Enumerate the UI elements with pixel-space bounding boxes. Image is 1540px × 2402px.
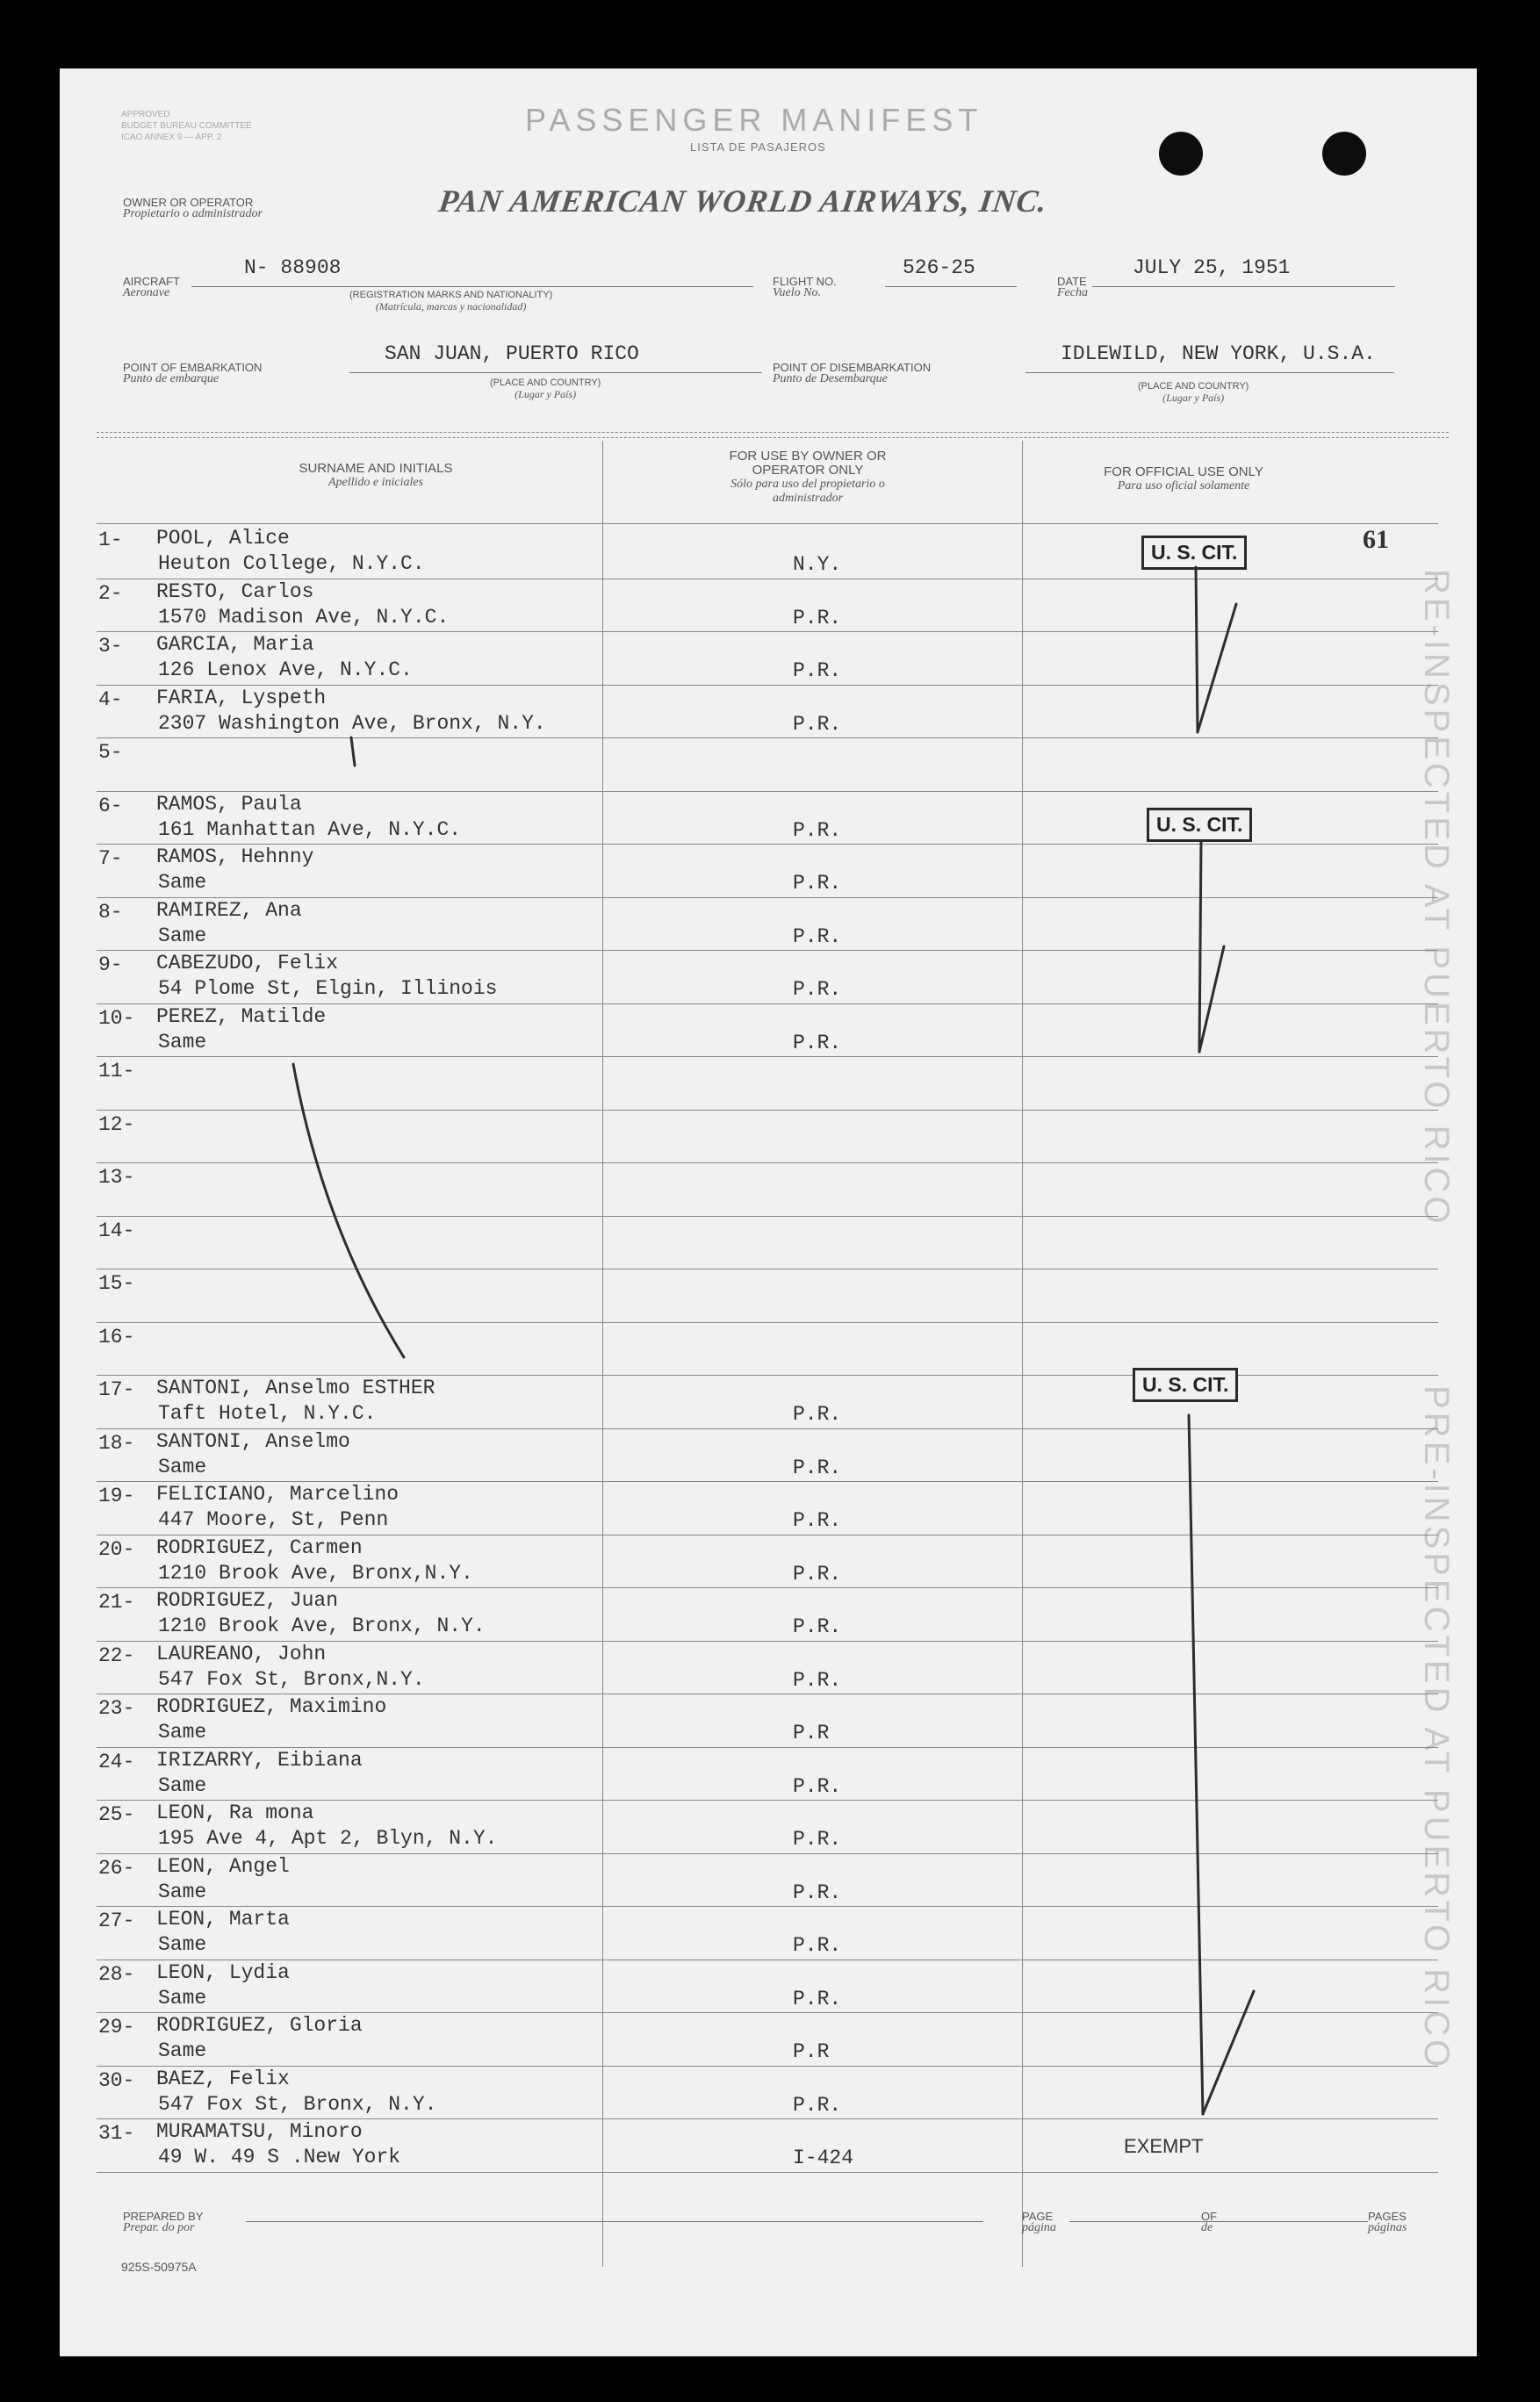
passenger-number: 15- bbox=[98, 1272, 135, 1295]
passenger-number: 6- bbox=[98, 794, 123, 817]
aircraft-value: N- 88908 bbox=[244, 256, 342, 279]
pencil-check-line bbox=[1189, 1415, 1203, 2114]
manifest-title: PASSENGER MANIFEST bbox=[525, 102, 983, 138]
aircraft-label: AIRCRAFT Aeronave bbox=[123, 275, 180, 299]
passenger-name: FARIA, Lyspeth bbox=[156, 686, 327, 709]
passenger-address: Heuton College, N.Y.C. bbox=[158, 552, 425, 575]
pencil-strike-line bbox=[293, 1064, 404, 1357]
prepared-by-label: PREPARED BY Prepar. do por bbox=[123, 2210, 204, 2234]
passenger-name: RESTO, Carlos bbox=[156, 579, 314, 603]
passenger-origin-code: P.R bbox=[793, 2040, 830, 2063]
passenger-address: 547 Fox St, Bronx,N.Y. bbox=[158, 1667, 425, 1691]
passenger-number: 8- bbox=[98, 900, 123, 924]
passenger-number: 16- bbox=[98, 1325, 135, 1348]
pencil-check-mark bbox=[1198, 604, 1236, 732]
passenger-number: 21- bbox=[98, 1591, 135, 1614]
passenger-number: 11- bbox=[98, 1060, 135, 1082]
passenger-name: LEON, Ra mona bbox=[156, 1802, 314, 1824]
passenger-origin-code: P.R. bbox=[793, 1934, 842, 1957]
passenger-number: 9- bbox=[98, 953, 123, 976]
passenger-name: LEON, Marta bbox=[156, 1908, 290, 1931]
embarkation-caption: (PLACE AND COUNTRY) (Lugar y País) bbox=[490, 378, 601, 400]
passenger-name: LEON, Angel bbox=[156, 1854, 290, 1878]
passenger-number: 26- bbox=[98, 1856, 135, 1880]
passenger-number: 18- bbox=[98, 1431, 135, 1455]
passenger-name: IRIZARRY, Eibiana bbox=[156, 1748, 363, 1772]
passenger-address: 126 Lenox Ave, N.Y.C. bbox=[158, 658, 413, 681]
us-citizen-stamp: U. S. CIT. bbox=[1141, 536, 1247, 570]
embarkation-value: SAN JUAN, PUERTO RICO bbox=[385, 342, 639, 365]
exempt-note: EXEMPT bbox=[1124, 2135, 1204, 2157]
column-head-operator: FOR USE BY OWNER OR OPERATOR ONLY Sólo para uso del propietario o administrador bbox=[729, 449, 887, 505]
of-line bbox=[1227, 2221, 1368, 2222]
passenger-address: 447 Moore, St, Penn bbox=[158, 1508, 389, 1531]
passenger-name: FELICIANO, Marcelino bbox=[156, 1483, 399, 1506]
passenger-origin-code: P.R. bbox=[793, 1828, 842, 1851]
passenger-address: 1210 Brook Ave, Bronx,N.Y. bbox=[158, 1561, 473, 1585]
passenger-number: 19- bbox=[98, 1485, 135, 1507]
passenger-number: 14- bbox=[98, 1219, 135, 1242]
page-mark: 61 bbox=[1363, 525, 1389, 554]
manifest-page bbox=[60, 68, 1477, 2356]
passenger-number: 4- bbox=[98, 687, 123, 711]
passenger-origin-code: N.Y. bbox=[793, 553, 842, 576]
passenger-number: 31- bbox=[98, 2122, 135, 2145]
passenger-name: SANTONI, Anselmo bbox=[156, 1429, 350, 1453]
passenger-number: 17- bbox=[98, 1378, 135, 1401]
passenger-number: 10- bbox=[98, 1006, 135, 1030]
passenger-name: POOL, Alice bbox=[156, 527, 290, 550]
page-line bbox=[1069, 2221, 1245, 2222]
passenger-address: Same bbox=[158, 1030, 207, 1054]
passenger-origin-code: P.R. bbox=[793, 818, 842, 842]
passenger-origin-code: P.R. bbox=[793, 1562, 842, 1586]
passenger-origin-code: P.R. bbox=[793, 2093, 842, 2117]
passenger-origin-code: P.R. bbox=[793, 606, 842, 629]
passenger-address: 49 W. 49 S .New York bbox=[158, 2146, 401, 2168]
passenger-number: 22- bbox=[98, 1643, 135, 1667]
passenger-number: 28- bbox=[98, 1962, 135, 1986]
passenger-address: Same bbox=[158, 1880, 207, 1903]
passenger-number: 13- bbox=[98, 1166, 135, 1189]
passenger-address: 2307 Washington Ave, Bronx, N.Y. bbox=[158, 711, 546, 735]
pencil-check-line bbox=[1196, 567, 1198, 732]
passenger-address: Same bbox=[158, 1455, 207, 1478]
passenger-number: 7- bbox=[98, 847, 123, 870]
passenger-name: PEREZ, Matilde bbox=[156, 1004, 327, 1028]
of-label: OF de bbox=[1201, 2210, 1218, 2234]
passenger-number: 5- bbox=[98, 741, 123, 764]
passenger-number: 30- bbox=[98, 2068, 135, 2092]
passenger-address: 161 Manhattan Ave, N.Y.C. bbox=[158, 817, 462, 841]
passenger-origin-code: P.R. bbox=[793, 1509, 842, 1532]
passenger-name: RAMOS, Paula bbox=[156, 792, 302, 816]
passenger-number: 2- bbox=[98, 581, 123, 605]
passenger-number: 29- bbox=[98, 2016, 135, 2039]
passenger-name: RAMIREZ, Ana bbox=[156, 898, 302, 922]
passenger-address: 547 Fox St, Bronx, N.Y. bbox=[158, 2092, 437, 2116]
passenger-address: 1570 Madison Ave, N.Y.C. bbox=[158, 605, 450, 629]
passenger-number: 20- bbox=[98, 1537, 135, 1561]
prepared-by-line bbox=[246, 2221, 983, 2222]
passenger-address: Same bbox=[158, 1933, 207, 1956]
passenger-address: Same bbox=[158, 871, 207, 894]
manifest-subtitle: LISTA DE PASAJEROS bbox=[690, 140, 826, 154]
passenger-number: 27- bbox=[98, 1909, 135, 1932]
passenger-name: GARCIA, Maria bbox=[156, 633, 314, 656]
disembarkation-caption: (PLACE AND COUNTRY) (Lugar y País) bbox=[1138, 381, 1249, 404]
passenger-address: Same bbox=[158, 1986, 207, 2010]
passenger-name: LEON, Lydia bbox=[156, 1960, 290, 1984]
disembarkation-value: IDLEWILD, NEW YORK, U.S.A. bbox=[1061, 342, 1376, 365]
passenger-address: Same bbox=[158, 1773, 207, 1797]
passenger-address: 54 Plome St, Elgin, Illinois bbox=[158, 977, 498, 1000]
passenger-number: 25- bbox=[98, 1803, 135, 1826]
passenger-origin-code: I-424 bbox=[793, 2147, 854, 2169]
passenger-origin-code: P.R. bbox=[793, 872, 842, 895]
column-head-surname: SURNAME AND INITIALS Apellido e iniciales bbox=[299, 461, 453, 489]
form-number: 925S-50975A bbox=[121, 2260, 197, 2274]
pencil-marks bbox=[60, 68, 1477, 2356]
reinspected-stamp: RE-INSPECTED AT PUERTO RICO bbox=[1417, 569, 1456, 1227]
date-value: JULY 25, 1951 bbox=[1133, 256, 1291, 279]
passenger-origin-code: P.R. bbox=[793, 1774, 842, 1798]
passenger-name: RODRIGUEZ, Gloria bbox=[156, 2014, 363, 2037]
us-citizen-stamp: U. S. CIT. bbox=[1133, 1368, 1238, 1402]
passenger-name: RODRIGUEZ, Maximino bbox=[156, 1695, 387, 1718]
passenger-name: MURAMATSU, Minoro bbox=[156, 2120, 363, 2143]
pencil-check-mark bbox=[1203, 1991, 1254, 2114]
passenger-name: RODRIGUEZ, Carmen bbox=[156, 1535, 363, 1559]
passenger-number: 1- bbox=[98, 529, 123, 551]
passenger-origin-code: P.R. bbox=[793, 924, 842, 948]
passenger-origin-code: P.R. bbox=[793, 978, 842, 1001]
disembarkation-label: POINT OF DISEMBARKATION Punto de Desembarque bbox=[773, 361, 932, 385]
aircraft-caption: (REGISTRATION MARKS AND NATIONALITY) (Matrícula, marcas y nacionalidad) bbox=[349, 290, 553, 313]
passenger-name: RODRIGUEZ, Juan bbox=[156, 1589, 339, 1612]
passenger-origin-code: P.R. bbox=[793, 1456, 842, 1479]
passenger-name: CABEZUDO, Felix bbox=[156, 952, 339, 974]
passenger-number: 12- bbox=[98, 1112, 135, 1136]
passenger-address: 195 Ave 4, Apt 2, Blyn, N.Y. bbox=[158, 1827, 498, 1850]
passenger-origin-code: P.R. bbox=[793, 712, 842, 736]
passenger-origin-code: P.R. bbox=[793, 1403, 842, 1426]
passenger-origin-code: P.R. bbox=[793, 1615, 842, 1638]
passenger-number: 3- bbox=[98, 635, 123, 658]
passenger-name: BAEZ, Felix bbox=[156, 2067, 290, 2090]
owner-label: OWNER OR OPERATOR Propietario o administrador bbox=[123, 196, 263, 220]
pencil-check-mark bbox=[1199, 946, 1224, 1052]
passenger-address: Same bbox=[158, 2039, 207, 2062]
us-citizen-stamp: U. S. CIT. bbox=[1147, 808, 1252, 842]
passenger-address: Taft Hotel, N.Y.C. bbox=[158, 1402, 377, 1425]
page-label: PAGE página bbox=[1022, 2210, 1056, 2234]
passenger-number: 23- bbox=[98, 1697, 135, 1720]
passenger-address: 1210 Brook Ave, Bronx, N.Y. bbox=[158, 1615, 486, 1637]
embarkation-label: POINT OF EMBARKATION Punto de embarque bbox=[123, 361, 263, 385]
flight-value: 526-25 bbox=[903, 256, 975, 279]
passenger-address: Same bbox=[158, 924, 207, 947]
approval-note: APPROVED BUDGET BUREAU COMMITTEE ICAO ANNEX 9 — APP. 2 bbox=[121, 110, 252, 142]
passenger-origin-code: P.R. bbox=[793, 1031, 842, 1054]
date-label: DATE Fecha bbox=[1057, 275, 1088, 299]
passenger-name: RAMOS, Hehnny bbox=[156, 845, 314, 868]
passenger-origin-code: P.R. bbox=[793, 1881, 842, 1904]
passenger-origin-code: P.R. bbox=[793, 659, 842, 682]
pages-label: PAGES páginas bbox=[1368, 2210, 1407, 2234]
pencil-check-line bbox=[1199, 841, 1201, 1052]
passenger-origin-code: P.R bbox=[793, 1722, 830, 1744]
flight-label: FLIGHT NO. Vuelo No. bbox=[773, 275, 837, 299]
passenger-name: LAUREANO, John bbox=[156, 1642, 327, 1665]
passenger-address: Same bbox=[158, 1721, 207, 1744]
passenger-name: SANTONI, Anselmo ESTHER bbox=[156, 1377, 435, 1399]
company-name: PAN AMERICAN WORLD AIRWAYS, INC. bbox=[436, 183, 1050, 219]
pencil-tick bbox=[351, 737, 355, 766]
passenger-origin-code: P.R. bbox=[793, 1987, 842, 2010]
column-head-official: FOR OFFICIAL USE ONLY Para uso oficial solamente bbox=[1104, 464, 1263, 493]
passenger-number: 24- bbox=[98, 1750, 135, 1773]
passenger-origin-code: P.R. bbox=[793, 1668, 842, 1692]
preinspected-stamp: PRE-INSPECTED AT PUERTO RICO bbox=[1417, 1385, 1456, 2071]
